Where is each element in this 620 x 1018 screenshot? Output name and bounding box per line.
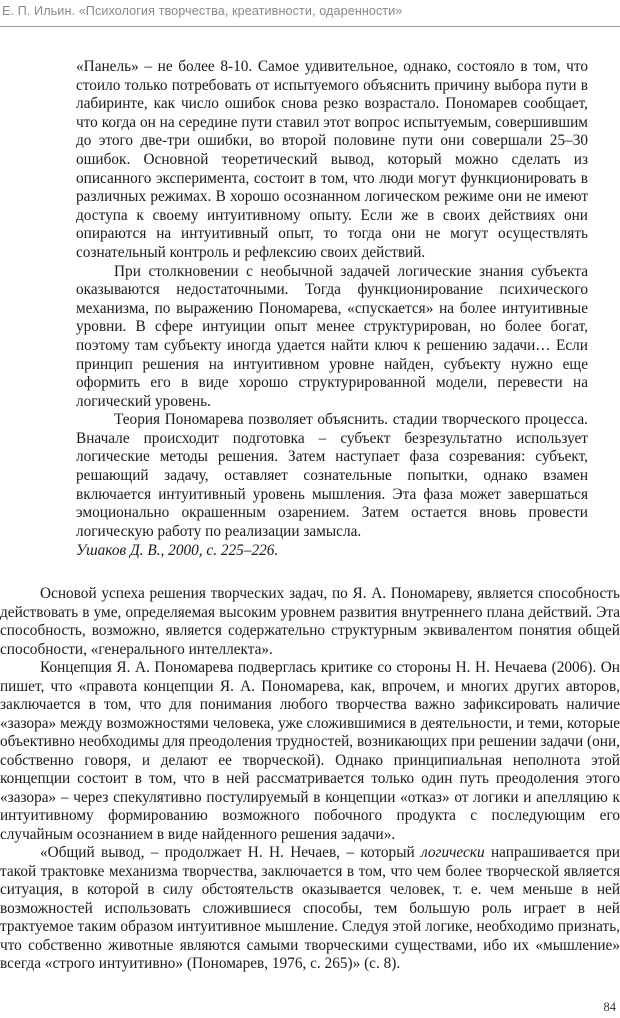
quote-paragraph: При столкновении с необычной задачей логические знания субъекта оказываются недостаточными. Тогда функционирование психического механизма, по выражению Пономарева, «спускается» на более интуитивные уровни. В сфере интуиции опыт менее структурирован, но более богат, поэтому там субъекту иногда удается найти ключ к решению задачи… Если принцип решения на интуитивном уровне найден, субъекту нужно еще оформить его в виде хорошо структурированной модели, перевести на логический уровень. [76,262,588,410]
body-paragraph [0,844,620,974]
running-header [0,0,620,30]
main-text [0,585,620,974]
page-number: 84 [603,1000,616,1014]
quote-paragraph: Теория Пономарева позволяет объяснить. стадии творческого процесса. Вначале происходит подготовка – субъект безрезультатно использует логические методы решения. Затем наступает фаза созревания: субъект, решающий задачу, оставляет сознательные попытки, однако взамен включается интуитивный уровень мышления. Эта фаза может завершаться эмоционально окрашенным озарением. Затем остается вновь провести логическую работу по реализации замысла. [76,411,588,540]
text-run: «Общий вывод, – продолжает Н. Н. Нечаев, – который [40,844,422,861]
quote-source: Ушаков Д. В., 2000, с. 225–226. [76,542,279,560]
quote-paragraph: «Панель» – не более 8-10. Самое удивительное, однако, состояло в том, что стоило только потребовать от испытуемого объяснить причину выбора пути в лабиринте, как число ошибок снова резко возрастало. Пономарев сообщает, что когда он на середине пути ставил этот вопрос испытуемым, совершившим до этого две-три ошибки, во второй половине пути они совершали 25–30 ошибок. Основной теоретический вывод, который можно сделать из описанного эксперимента, состоит в том, что люди могут функционировать в различных режимах. В хорошо осознанном логическом режиме они не имеют доступа к своему интуитивному опыту. Если же в своих действиях они опираются на интуитивный опыт, то тогда они не могут осуществлять сознательный контроль и рефлексию своих действий. [76,58,588,261]
header-divider [0,26,620,27]
body-paragraph: Концепция Я. А. Пономарева подверглась критике со стороны Н. Н. Нечаева (2006). Он пишет, что «правота концепции Я. А. Пономарева, как, впрочем, и многих других авторов, заключается в том, что для понимания любого творчества важно зафиксировать наличие «зазора» между возможностями человека, уже сложившимися в деятельности, и теми, которые объективно необходимы для преодоления трудностей, возникающих при решении задачи (они, собственно говоря, и делают ее творческой). Однако принципиальная неполнота этой концепции состоит в том, что в ней рассматривается только один путь преодоления этого «зазора» – через спекулятивно постулируемый в концепции «отказ» от логики и апелляцию к интуитивному формированию возможного побочного продукта с последующим его случайным осознанием в виде найденного решения задачи». [0,659,620,843]
body-paragraph: Основой успеха решения творческих задач, по Я. А. Пономареву, является способность действовать в уме, определяемая высоким уровнем развития внутреннего плана действий. Эта способность, возможно, является содержательно структурным эквивалентом понятия общей способности, «генерального интеллекта». [0,585,620,658]
block-quote [76,58,588,561]
emphasis-text: логически [421,844,485,861]
text-run: напрашивается при такой трактовке механизма творчества, заключается в том, что чем более творческой является ситуация, в которой в силу обстоятельств оказывается человек, т. е. чем меньше в ней возможностей использовать сложившиеся способы, тем большую роль играет в ней трактуемое таким образом интуитивное мышление. Следуя этой логике, необходимо признать, что собственно животные являются самыми творческими существами, ибо их «мышление» всегда «строго интуитивно» (Пономарев, 1976, с. 265)» (с. 8). [0,844,620,972]
running-title: Е. П. Ильин. «Психология творчества, креативности, одаренности» [2,4,403,18]
